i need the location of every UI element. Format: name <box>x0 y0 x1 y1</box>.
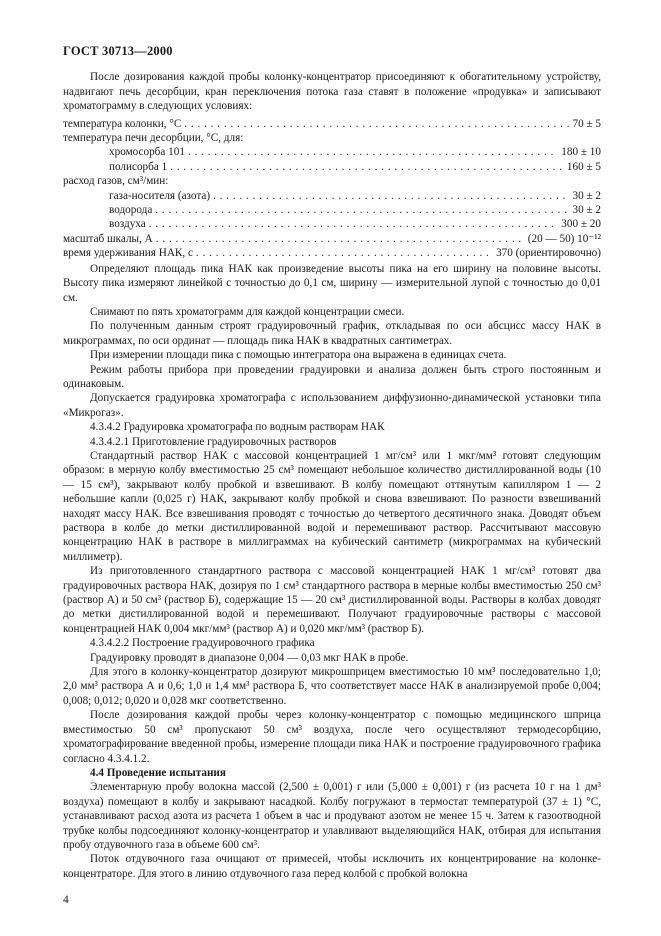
body-paragraph: Поток отдувочного газа очищают от примесей, чтобы исключить их концентрирование на колонке-концентраторе. Для этого в линию отдувочного газа перед колбой с пробкой волокна <box>63 853 601 880</box>
condition-row <box>63 232 601 246</box>
condition-row <box>63 246 601 260</box>
document-header: ГОСТ 30713—2000 <box>63 44 173 58</box>
body-paragraph: Градуировку проводят в диапазоне 0,004 — 0,03 мкг НАК в пробе. <box>90 651 409 664</box>
condition-label: хромосорба 101 <box>109 146 185 159</box>
condition-row <box>63 189 601 203</box>
leader-dots <box>184 117 569 131</box>
body-paragraph: Для этого в колонку-концентратор дозируют микрошприцем вместимостью 10 мм³ последовательно 1,0; 2,0 мм³ раствора А и 0,6; 1,0 и 1,4 мм³ раствора Б, что соответствует массе НАК в анализируемой пробе 0,004; 0,008; 0,012; 0,020 и 0,028 мкг соответственно. <box>63 666 601 707</box>
condition-value: 30 ± 2 <box>572 204 601 217</box>
condition-value: 30 ± 2 <box>572 189 601 202</box>
intro-paragraph: После дозирования каждой пробы колонку-концентратор присоединяют к обогатительному устройству, надвигают печь десорбции, кран переключения потока газа ставят в положение «продувка» и записывают хроматограмму в следующих условиях: <box>63 71 601 113</box>
condition-value: 180 ± 10 <box>561 146 601 159</box>
condition-row <box>63 145 601 159</box>
leader-dots <box>188 145 558 159</box>
condition-row <box>63 117 601 131</box>
condition-label: полисорба 1 <box>109 160 168 173</box>
leader-dots <box>170 160 564 174</box>
condition-value: 370 (ориентировочно) <box>496 247 601 260</box>
body-paragraph: Режим работы прибора при проведении градуировки и анализа должен быть строго постоянным и одинаковым. <box>63 363 601 390</box>
body-paragraph: Допускается градуировка хроматографа с использованием диффузионно-динамической установки типа «Микрогаз». <box>63 392 601 419</box>
condition-label: воздуха <box>109 218 146 231</box>
body-paragraph: 4.3.4.2.1 Приготовление градуировочных растворов <box>90 435 337 448</box>
body-paragraph: 4.4 Проведение испытания <box>90 766 226 779</box>
condition-value: 160 ± 5 <box>566 160 601 173</box>
body-paragraph: Элементарную пробу волокна массой (2,500 ± 0,001) г или (5,000 ± 0,001) г (из расчета 10 г на 1 дм³ воздуха) помещают в колбу и закрывают насадкой. Колбу погружают в термостат температурой (37 ± 1) °С, устанавливают расход азота из расчета 1 объем в час и продувают азотом не менее 15 ч. Затем к газоотводной трубке колбы подсоединяют колонку-концентратор и улавливают выделяющийся НАК, отбирая для испытания пробу отдувочного газа в объеме 600 см³. <box>63 781 601 851</box>
body-paragraph: После дозирования каждой пробы через колонку-концентратор с помощью медицинского шприца вместимостью 50 см³ пропускают 50 см³ воздуха, после чего осуществляют термодесорбцию, хроматографирование введенной пробы, измерение площади пика НАК и построение градуировочного графика согласно 4.3.4.1.2. <box>63 709 601 765</box>
condition-value: 300 ± 20 <box>561 218 601 231</box>
condition-label: температура колонки, °С <box>63 117 182 130</box>
leader-dots <box>196 246 493 260</box>
condition-row <box>63 174 601 188</box>
body-paragraph: Стандартный раствор НАК с массовой концентрацией 1 мг/см³ или 1 мкг/мм³ готовят следующим образом: в мерную колбу вместимостью 25 см³ помещают небольшое количество дистиллированной воды (10 — 15 см³), закрывают колбу пробкой и взвешивают. В колбу помещают оттянутым капилляром 1 — 2 небольшие капли (0,025 г) НАК, закрывают колбу пробкой и снова взвешивают. По разности взвешиваний находят массу НАК. Все взвешивания проводят с точностью до четвертого десятичного знака. Доводят объем раствора в колбе до метки дистиллированной водой и перемешивают раствор. Рассчитывают массовую концентрацию НАК в растворе в миллиграммах на кубический сантиметр (микрограммах на кубический миллиметр). <box>63 449 601 563</box>
body-paragraph: Снимают по пять хроматограмм для каждой концентрации смеси. <box>90 305 405 318</box>
condition-row <box>63 203 601 217</box>
conditions-list <box>63 117 601 261</box>
body-paragraph: При измерении площади пика с помощью интегратора она выражена в единицах счета. <box>90 349 507 362</box>
body-paragraph: 4.3.4.2.2 Построение градуировочного графика <box>90 637 315 650</box>
condition-label: время удерживания НАК, с <box>63 247 193 260</box>
condition-label: расход газов, см³/мин: <box>63 175 169 188</box>
leader-dots <box>155 203 569 217</box>
condition-value: (20 — 50) 10⁻¹² <box>527 232 601 245</box>
condition-label: водорода <box>109 204 153 217</box>
leader-dots <box>213 189 569 203</box>
condition-row <box>63 217 601 231</box>
condition-label: газа-носителя (азота) <box>109 189 211 202</box>
body-paragraphs <box>63 262 601 881</box>
body-paragraph: Определяют площадь пика НАК как произведение высоты пика на его ширину на половине высоты. Высоту пика измеряют линейкой с точностью до 0,1 см, ширину — измерительной лупой с точностью до 0,01 см. <box>63 262 601 304</box>
page-number: 4 <box>63 894 69 906</box>
body-paragraph: Из приготовленного стандартного раствора с массовой концентрацией НАК 1 мг/см³ готовят два градуировочных раствора НАК, дозируя по 1 см³ стандартного раствора в мерные колбы вместимостью 250 см³ (раствор А) и 50 см³ (раствор Б), содержащие 15 — 20 см³ дистиллированной воды. Растворы в колбах доводят до метки дистиллированной водой и перемешивают. Получают градуировочные растворы с массовой концентрацией НАК 0,004 мкг/мм³ (раствор А) и 0,020 мкг/мм³ (раствор Б). <box>63 565 601 635</box>
condition-row <box>63 160 601 174</box>
body-paragraph: По полученным данным строят градуировочный график, откладывая по оси абсцисс массу НАК в микрограммах, по оси ординат — площадь пика НАК в квадратных сантиметрах. <box>63 320 601 347</box>
condition-value: 70 ± 5 <box>572 117 601 130</box>
condition-row <box>63 131 601 145</box>
condition-label: масштаб шкалы, А <box>63 232 153 245</box>
leader-dots <box>156 232 525 246</box>
body-paragraph: 4.3.4.2 Градуировка хроматографа по водным растворам НАК <box>90 421 385 434</box>
condition-label: температура печи десорбции, °С, для: <box>63 132 244 145</box>
leader-dots <box>149 217 559 231</box>
document-page <box>63 44 601 881</box>
